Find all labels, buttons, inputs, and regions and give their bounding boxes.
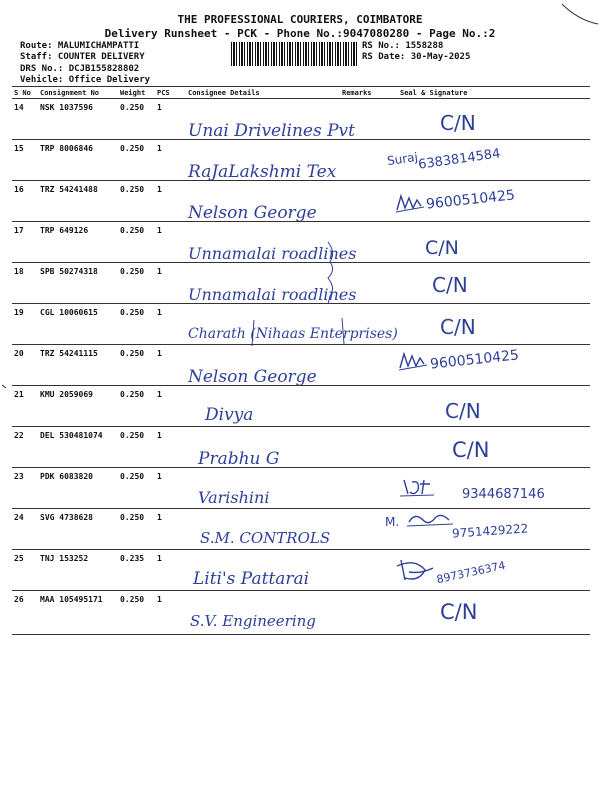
signature-phone: 9344687146	[462, 487, 545, 502]
row-sno: 17	[14, 226, 24, 235]
row-weight: 0.250	[120, 595, 145, 604]
row-divider	[12, 180, 590, 181]
handwritten-consignee: Prabhu G	[198, 449, 280, 469]
row-consignment: PDK 6083820	[40, 472, 93, 481]
row-consignment: TRP 8006846	[40, 144, 93, 153]
signature-phone: 8973736374	[435, 558, 507, 587]
row-pcs: 1	[157, 390, 162, 399]
bracket-mark	[248, 316, 348, 350]
runsheet-subtitle: Delivery Runsheet - PCK - Phone No.:9047080280 - Page No.:2	[104, 27, 496, 40]
row-divider	[12, 303, 590, 304]
seal-signature: C/N	[440, 600, 478, 624]
table-header-border	[12, 98, 590, 99]
company-title: THE PROFESSIONAL COURIERS, COIMBATORE	[177, 13, 423, 26]
row-divider	[12, 467, 590, 468]
row-sno: 22	[14, 431, 24, 440]
signature-phone: 6383814584	[417, 146, 502, 173]
signature-scribble	[395, 192, 425, 214]
row-sno: 16	[14, 185, 24, 194]
row-divider	[12, 139, 590, 140]
row-pcs: 1	[157, 144, 162, 153]
row-sno: 23	[14, 472, 24, 481]
row-weight: 0.235	[120, 554, 145, 563]
row-divider	[12, 508, 590, 509]
handwritten-consignee: Unai Drivelines Pvt	[188, 121, 355, 141]
row-pcs: 1	[157, 349, 162, 358]
row-pcs: 1	[157, 185, 162, 194]
handwritten-consignee: Divya	[205, 405, 254, 425]
row-weight: 0.250	[120, 308, 145, 317]
row-pcs: 1	[157, 226, 162, 235]
row-consignment: NSK 1037596	[40, 103, 93, 112]
signature-name: Suraj	[386, 149, 419, 169]
vehicle-label: Vehicle: Office Delivery	[20, 75, 151, 85]
row-consignment: TRZ 54241115	[40, 349, 98, 358]
handwritten-consignee: Unnamalai roadlines	[188, 285, 357, 304]
table-bottom-border	[12, 634, 590, 635]
row-weight: 0.250	[120, 103, 145, 112]
signature-scribble	[395, 556, 435, 584]
row-divider	[12, 262, 590, 263]
row-sno: 18	[14, 267, 24, 276]
seal-signature: C/N	[425, 237, 459, 259]
row-pcs: 1	[157, 595, 162, 604]
row-divider	[12, 590, 590, 591]
handwritten-consignee: Nelson George	[188, 203, 317, 223]
signature-scribble	[400, 476, 436, 498]
signature-phone: 9600510425	[429, 347, 520, 373]
row-weight: 0.250	[120, 144, 145, 153]
signature-scribble	[405, 510, 455, 530]
row-weight: 0.250	[120, 513, 145, 522]
row-sno: 15	[14, 144, 24, 153]
handwritten-consignee: Varishini	[198, 488, 270, 507]
row-weight: 0.250	[120, 431, 145, 440]
seal-signature: C/N	[445, 399, 481, 423]
row-consignment: SVG 4738628	[40, 513, 93, 522]
row-sno: 20	[14, 349, 24, 358]
row-weight: 0.250	[120, 390, 145, 399]
row-sno: 19	[14, 308, 24, 317]
pen-mark-left	[0, 380, 12, 420]
col-header-consignment: Consignment No	[40, 89, 100, 97]
row-divider	[12, 221, 590, 222]
seal-signature: C/N	[440, 315, 476, 339]
row-weight: 0.250	[120, 226, 145, 235]
handwritten-consignee: Charath (Nihaas Enterprises)	[188, 326, 398, 342]
row-sno: 25	[14, 554, 24, 563]
handwritten-consignee: Liti's Pattarai	[193, 569, 310, 589]
col-header-remarks: Remarks	[342, 89, 372, 97]
row-weight: 0.250	[120, 185, 145, 194]
handwritten-consignee: Unnamalai roadlines	[188, 244, 357, 263]
signature-scribble	[398, 350, 428, 372]
barcode	[231, 42, 357, 66]
row-consignment: TNJ 153252	[40, 554, 89, 563]
row-consignment: MAA 105495171	[40, 595, 103, 604]
row-consignment: TRZ 54241488	[40, 185, 98, 194]
row-consignment: TRP 649126	[40, 226, 89, 235]
route-label: Route: MALUMICHAMPATTI	[20, 41, 140, 51]
row-weight: 0.250	[120, 267, 145, 276]
row-pcs: 1	[157, 554, 162, 563]
drs-label: DRS No.: DCJB155828802	[20, 64, 140, 74]
row-divider	[12, 426, 590, 427]
row-weight: 0.250	[120, 349, 145, 358]
signature-phone: 9751429222	[451, 521, 529, 541]
handwritten-consignee: RaJaLakshmi Tex	[188, 162, 337, 182]
pen-mark-top-right	[560, 0, 600, 30]
row-pcs: 1	[157, 431, 162, 440]
rs-no-label: RS No.: 1558288	[362, 41, 444, 51]
row-pcs: 1	[157, 472, 162, 481]
row-divider	[12, 385, 590, 386]
table-top-border	[12, 86, 590, 87]
row-sno: 14	[14, 103, 24, 112]
col-header-pcs: PCS	[157, 89, 170, 97]
row-consignment: CGL 10060615	[40, 308, 98, 317]
col-header-weight: Weight	[120, 89, 146, 97]
row-weight: 0.250	[120, 472, 145, 481]
handwritten-consignee: S.M. CONTROLS	[200, 529, 331, 547]
row-consignment: KMU 2059069	[40, 390, 93, 399]
col-header-consignee: Consignee Details	[188, 89, 260, 97]
row-sno: 26	[14, 595, 24, 604]
bracket-mark	[326, 240, 338, 306]
seal-signature: C/N	[432, 273, 468, 297]
row-consignment: SPB 50274318	[40, 267, 98, 276]
row-sno: 24	[14, 513, 24, 522]
rs-date-label: RS Date: 30-May-2025	[362, 52, 471, 62]
col-header-sno: S No	[14, 89, 31, 97]
row-pcs: 1	[157, 308, 162, 317]
row-pcs: 1	[157, 267, 162, 276]
seal-signature: C/N	[452, 438, 490, 462]
row-pcs: 1	[157, 103, 162, 112]
row-pcs: 1	[157, 513, 162, 522]
seal-signature: C/N	[440, 111, 476, 135]
signature-phone: 9600510425	[425, 187, 516, 213]
row-divider	[12, 549, 590, 550]
staff-label: Staff: COUNTER DELIVERY	[20, 52, 145, 62]
signature-name: M.	[385, 515, 400, 529]
handwritten-consignee: Nelson George	[188, 367, 317, 387]
row-sno: 21	[14, 390, 24, 399]
handwritten-consignee: S.V. Engineering	[190, 612, 316, 630]
col-header-seal: Seal & Signature	[400, 89, 468, 97]
row-consignment: DEL 530481074	[40, 431, 103, 440]
